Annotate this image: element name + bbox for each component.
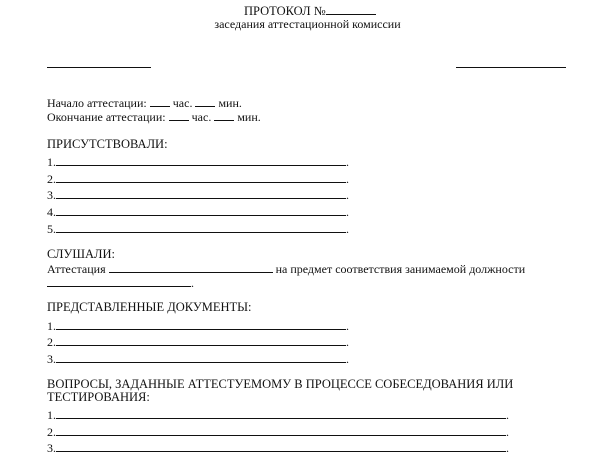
end-hours-blank — [169, 110, 189, 121]
heard-heading: СЛУШАЛИ: — [47, 247, 115, 261]
present-item: 5. . — [47, 222, 349, 236]
document-item: 3. . — [47, 352, 349, 366]
present-item: 4. . — [47, 205, 349, 219]
document-item: 1. . — [47, 319, 349, 333]
protocol-subtitle: заседания аттестационной комиссии — [214, 17, 401, 31]
position-row: . — [47, 276, 194, 290]
present-item: 2. . — [47, 172, 349, 186]
protocol-number-blank — [326, 4, 376, 15]
question-item: 1. . — [47, 408, 509, 422]
date-blank — [456, 67, 566, 68]
question-item: 3. . — [47, 441, 509, 455]
present-item: 3. . — [47, 188, 349, 202]
start-hours-blank — [150, 96, 170, 107]
position-blank — [47, 276, 191, 287]
present-item: 1. . — [47, 155, 349, 169]
place-blank — [47, 67, 151, 68]
document-item: 2. . — [47, 335, 349, 349]
attestee-name-blank — [109, 262, 273, 273]
question-item: 2. . — [47, 425, 509, 439]
end-time-row: Окончание аттестации: час. мин. — [47, 110, 261, 124]
start-minutes-blank — [195, 96, 215, 107]
heard-row: Аттестация на предмет соответствия занимаемой должности — [47, 262, 526, 276]
start-time-row: Начало аттестации: час. мин. — [47, 96, 242, 110]
questions-heading: ВОПРОСЫ, ЗАДАННЫЕ АТТЕСТУЕМОМУ В ПРОЦЕССЕ СОБЕСЕДОВАНИЯ ИЛИ — [47, 377, 514, 391]
present-heading: ПРИСУТСТВОВАЛИ: — [47, 137, 168, 151]
documents-heading: ПРЕДСТАВЛЕННЫЕ ДОКУМЕНТЫ: — [47, 300, 252, 314]
questions-heading-cont: ТЕСТИРОВАНИЯ: — [47, 390, 150, 404]
protocol-title: ПРОТОКОЛ № — [244, 4, 376, 18]
end-minutes-blank — [214, 110, 234, 121]
